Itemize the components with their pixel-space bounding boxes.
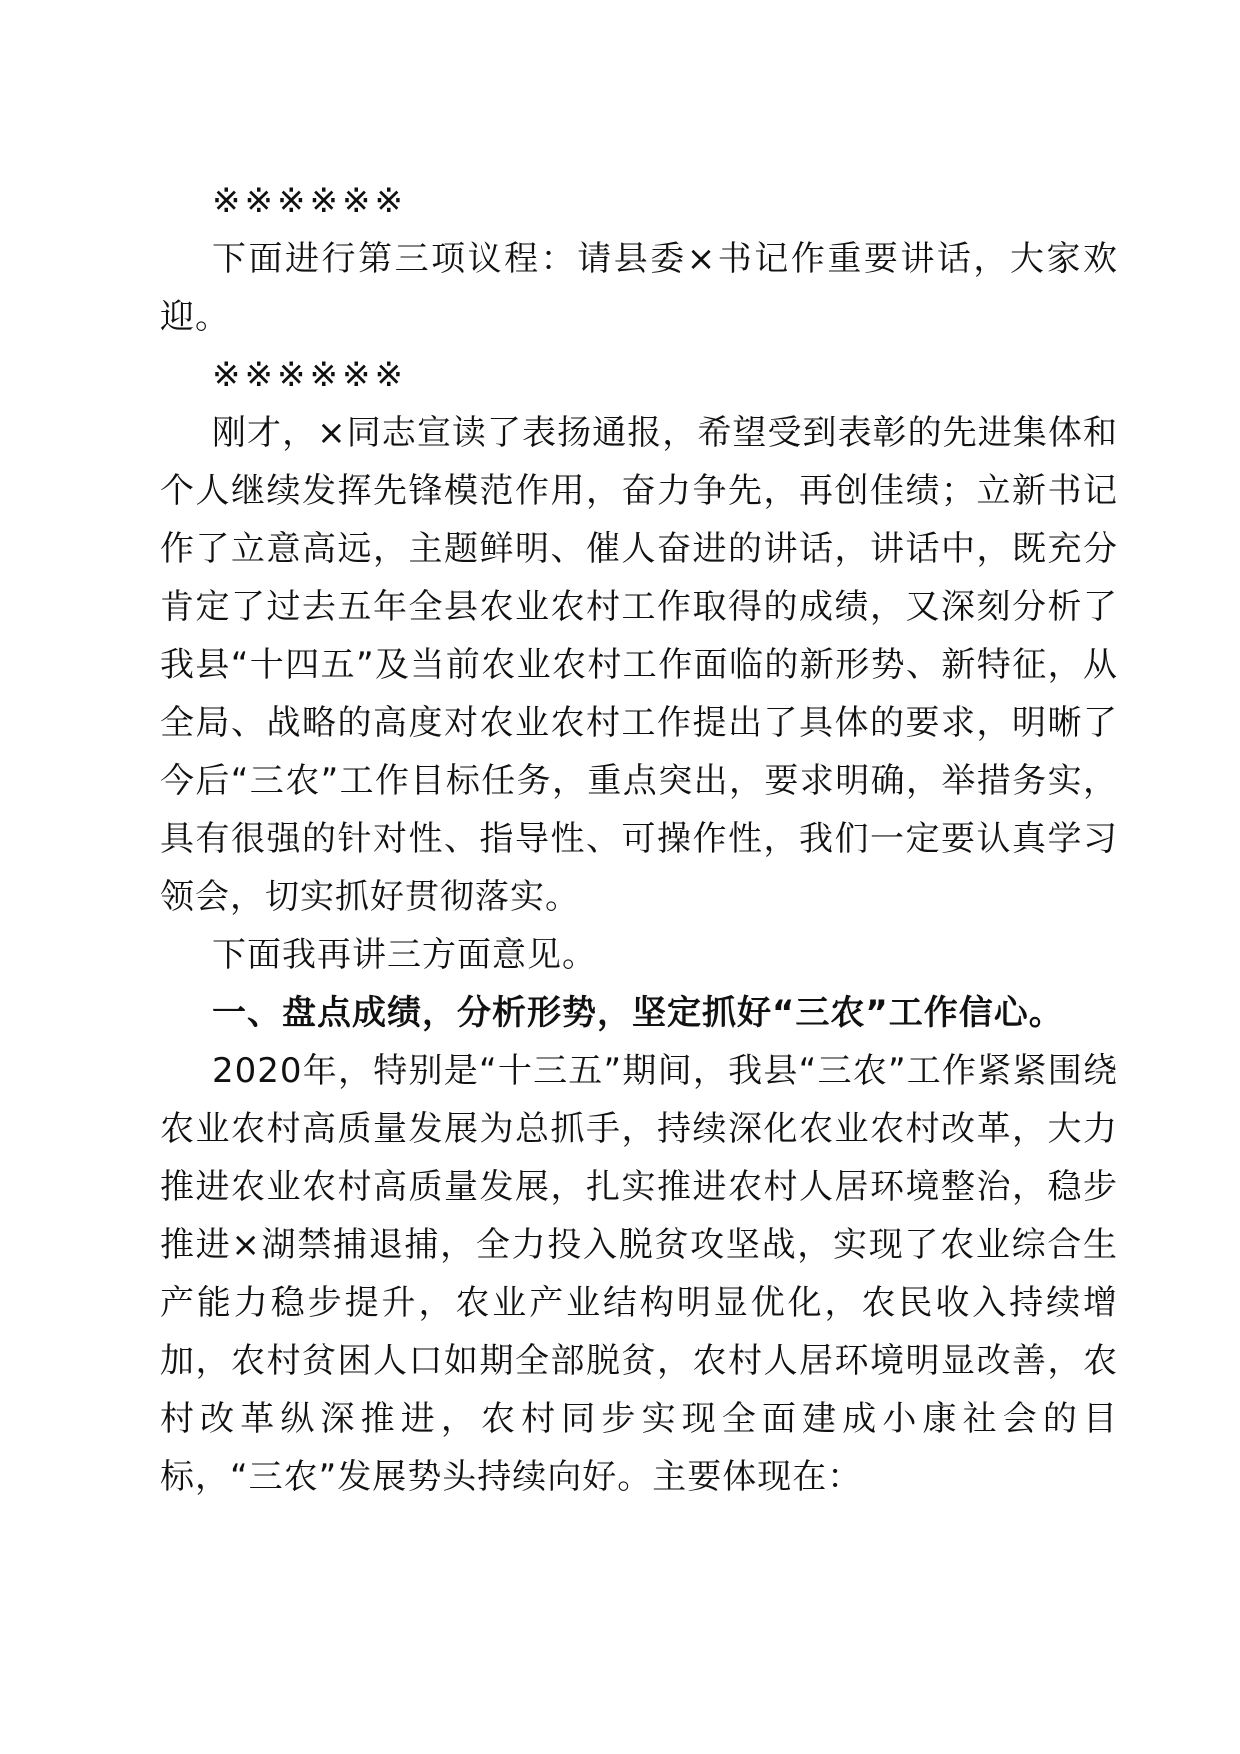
section-heading: 一、盘点成绩，分析形势，坚定抓好“三农”工作信心。 <box>212 993 1064 1033</box>
separator-marks: ※※※※※※ <box>212 181 407 221</box>
achievements-paragraph: 2020年，特别是“十三五”期间，我县“三农”工作紧紧围绕农业农村高质量发展为总抓手，持续深化农业农村改革，大力推进农业农村高质量发展，扎实推进农村人居环境整治，稳步推进×湖禁捕退捕，全力投入脱贫攻坚战，实现了农业综合生产能力稳步提升，农业产业结构明显优化，农民收入持续增加，农村贫困人口如期全部脱贫，农村人居环境明显改善，农村改革纵深推进，农村同步实现全面建成小康社会的目标，“三农”发展势头持续向好。主要体现在： <box>160 1051 1118 1497</box>
separator-marks: ※※※※※※ <box>212 355 407 395</box>
transition-paragraph: 下面我再讲三方面意见。 <box>212 935 597 975</box>
document-body <box>160 172 1118 1506</box>
agenda-paragraph: 下面进行第三项议程：请县委×书记作重要讲话，大家欢迎。 <box>160 239 1118 337</box>
speech-summary-paragraph: 刚才，×同志宣读了表扬通报，希望受到表彰的先进集体和个人继续发挥先锋模范作用，奋力争先，再创佳绩；立新书记作了立意高远，主题鲜明、催人奋进的讲话，讲话中，既充分肯定了过去五年全县农业农村工作取得的成绩，又深刻分析了我县“十四五”及当前农业农村工作面临的新形势、新特征，从全局、战略的高度对农业农村工作提出了具体的要求，明晰了今后“三农”工作目标任务，重点突出，要求明确，举措务实，具有很强的针对性、指导性、可操作性，我们一定要认真学习领会，切实抓好贯彻落实。 <box>160 413 1118 917</box>
